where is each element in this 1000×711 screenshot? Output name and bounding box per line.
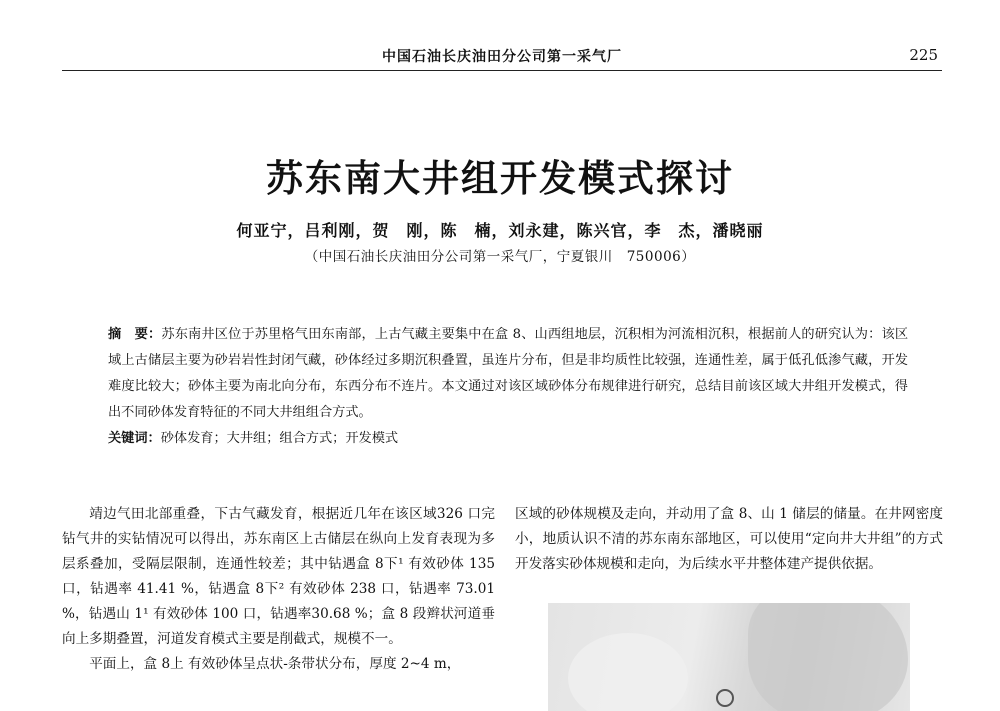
keywords [108,426,908,452]
body-paragraph: 区域的砂体规模及走向，并动用了盒 8、山 1 储层的储量。在井网密度小，地质认识不清的苏东南东部地区，可以使用“定向井大井组”的方式开发落实砂体规模和走向，为后续水平井整体建产提供依据。 [515,506,943,572]
abstract-text: 苏东南井区位于苏里格气田东南部，上古气藏主要集中在盒 8、山西组地层，沉积相为河流相沉积，根据前人的研究认为：该区域上古储层主要为砂岩岩性封闭气藏，砂体经过多期沉积叠置，虽连片分布，但是非均质性比较强，连通性差，属于低孔低渗气藏，开发难度比较大；砂体主要为南北向分布，东西分布不连片。本文通过对该区域砂体分布规律进行研究，总结目前该区域大井组开发模式，得出不同砂体发育特征的不同大井组组合方式。 [108,327,909,420]
body-column-left [62,502,495,677]
author-list: 何亚宁，吕利刚，贺 刚，陈 楠，刘永建，陈兴官，李 杰，潘晓丽 [236,221,764,240]
body-paragraph: 靖边气田北部重叠，下古气藏发育，根据近几年在该区域326 口完钻气井的实钻情况可以得出，苏东南区上古储层在纵向上发育表现为多层系叠加，受隔层限制，连通性较差；其中钻遇盒 8下¹ 有效砂体 135 口，钻遇率 41.41 %，钻遇盒 8下² 有效砂体 238 口，钻遇率 73.01 %，钻遇山 1¹ 有效砂体 100 口，钻遇率30.68 %；盒 8 段辫状河道垂向上多期叠置，河道发育模式主要是削截式，规模不一。 [62,506,495,647]
abstract [108,322,908,426]
running-title: 中国石油长庆油田分公司第一采气厂 [382,49,622,65]
affiliation: （中国石油长庆油田分公司第一采气厂，宁夏银川 750006） [304,249,696,265]
figure-shading [568,633,688,711]
running-header [62,46,942,71]
page-number: 225 [909,46,938,64]
figure-shading [748,603,908,711]
abstract-label: 摘 要： [108,327,162,342]
body-paragraph: 平面上，盒 8上 有效砂体呈点状-条带状分布，厚度 2~4 m， [89,656,461,672]
keywords-label: 关键词： [108,431,161,446]
keywords-text: 砂体发育；大井组；组合方式；开发模式 [160,431,399,446]
body-column-right [515,502,943,577]
paper-title: 苏东南大井组开发模式探讨 [266,156,734,200]
figure-image [548,603,910,711]
well-marker-icon [716,689,734,707]
